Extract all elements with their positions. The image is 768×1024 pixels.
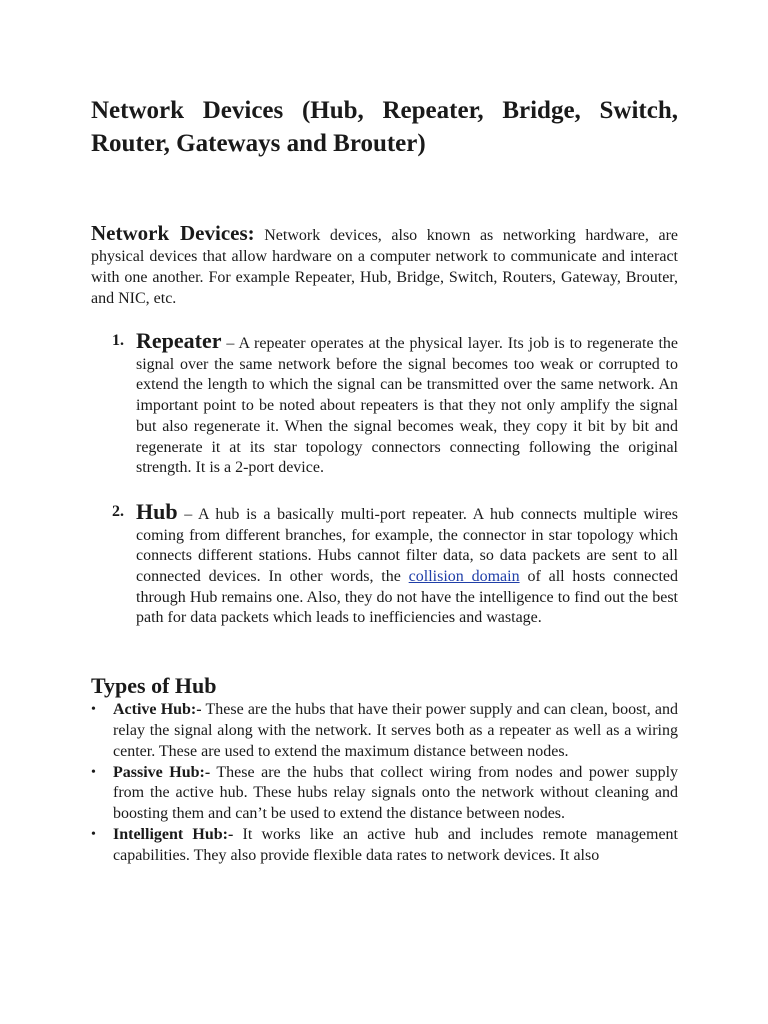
intelligent-hub-description: It works like an active hub and includes remote management capabilities. They also provide flexible data rates to network devices. It also <box>113 825 678 864</box>
term-passive-hub: Passive Hub:- <box>113 763 211 781</box>
bullet-icon: • <box>91 702 96 718</box>
list-item-intelligent-hub <box>91 825 678 867</box>
term-hub: Hub <box>136 498 178 524</box>
passive-hub-description: These are the hubs that collect wiring from nodes and power supply from the active hub. These hubs relay signals onto the network without cleaning and boosting them and can’t be used to extend the distance between nodes. <box>113 763 679 823</box>
list-item-active-hub <box>91 700 678 762</box>
collision-domain-link[interactable]: collision domain <box>408 568 520 586</box>
list-item-passive-hub <box>91 763 679 825</box>
repeater-description: – A repeater operates at the physical layer. Its job is to regenerate the signal over the same network before the signal becomes too weak or corrupted to extend the length to which the signal can be transmitted over the same network. An important point to be noted about repeaters is that they not only amplify the signal but also regenerate it. When the signal becomes weak, they copy it bit by bit and regenerate it at its star topology connectors connecting following the original strength. It is a 2-port device. <box>136 335 678 477</box>
device-list <box>91 328 678 629</box>
intro-text: Network devices, also known as networking hardware, are physical devices that allow hardware on a computer network to communicate and interact with one another. For example Repeater, Hub, Bridge, Switch, Routers, Gateway, Brouter, and NIC, etc. <box>91 227 678 307</box>
term-active-hub: Active Hub:- <box>113 701 202 719</box>
document-title: Network Devices (Hub, Repeater, Bridge, Switch, Router, Gateways and Brouter) <box>91 97 678 157</box>
active-hub-description: These are the hubs that have their power supply and can clean, boost, and relay the signal along with the network. It serves both as a repeater as well as a wiring center. These are used to extend the maximum distance between nodes. <box>113 701 678 760</box>
document-page <box>91 94 678 867</box>
term-intelligent-hub: Intelligent Hub:- <box>113 825 234 843</box>
hub-description-after: of all hosts connected through Hub remains one. Also, they do not have the intelligence to find out the best path for data packets which leads to inefficiencies and wastage. <box>136 568 678 627</box>
list-item-hub <box>112 498 678 629</box>
bullet-icon: • <box>91 826 96 842</box>
hub-description-before: – A hub is a basically multi-port repeater. A hub connects multiple wires coming from different branches, for example, the connector in star topology which connects different stations. Hubs cannot filter data, so data packets are sent to all connected devices. In other words, the <box>136 505 678 586</box>
types-of-hub-heading: Types of Hub <box>91 673 217 699</box>
list-item-repeater <box>112 328 678 479</box>
intro-paragraph <box>91 223 678 309</box>
intro-lead: Network Devices: <box>91 221 255 245</box>
hub-types-list <box>91 700 678 866</box>
list-marker: 1. <box>112 332 124 349</box>
bullet-icon: • <box>91 764 96 780</box>
list-marker: 2. <box>112 502 124 520</box>
term-repeater: Repeater <box>136 328 222 353</box>
